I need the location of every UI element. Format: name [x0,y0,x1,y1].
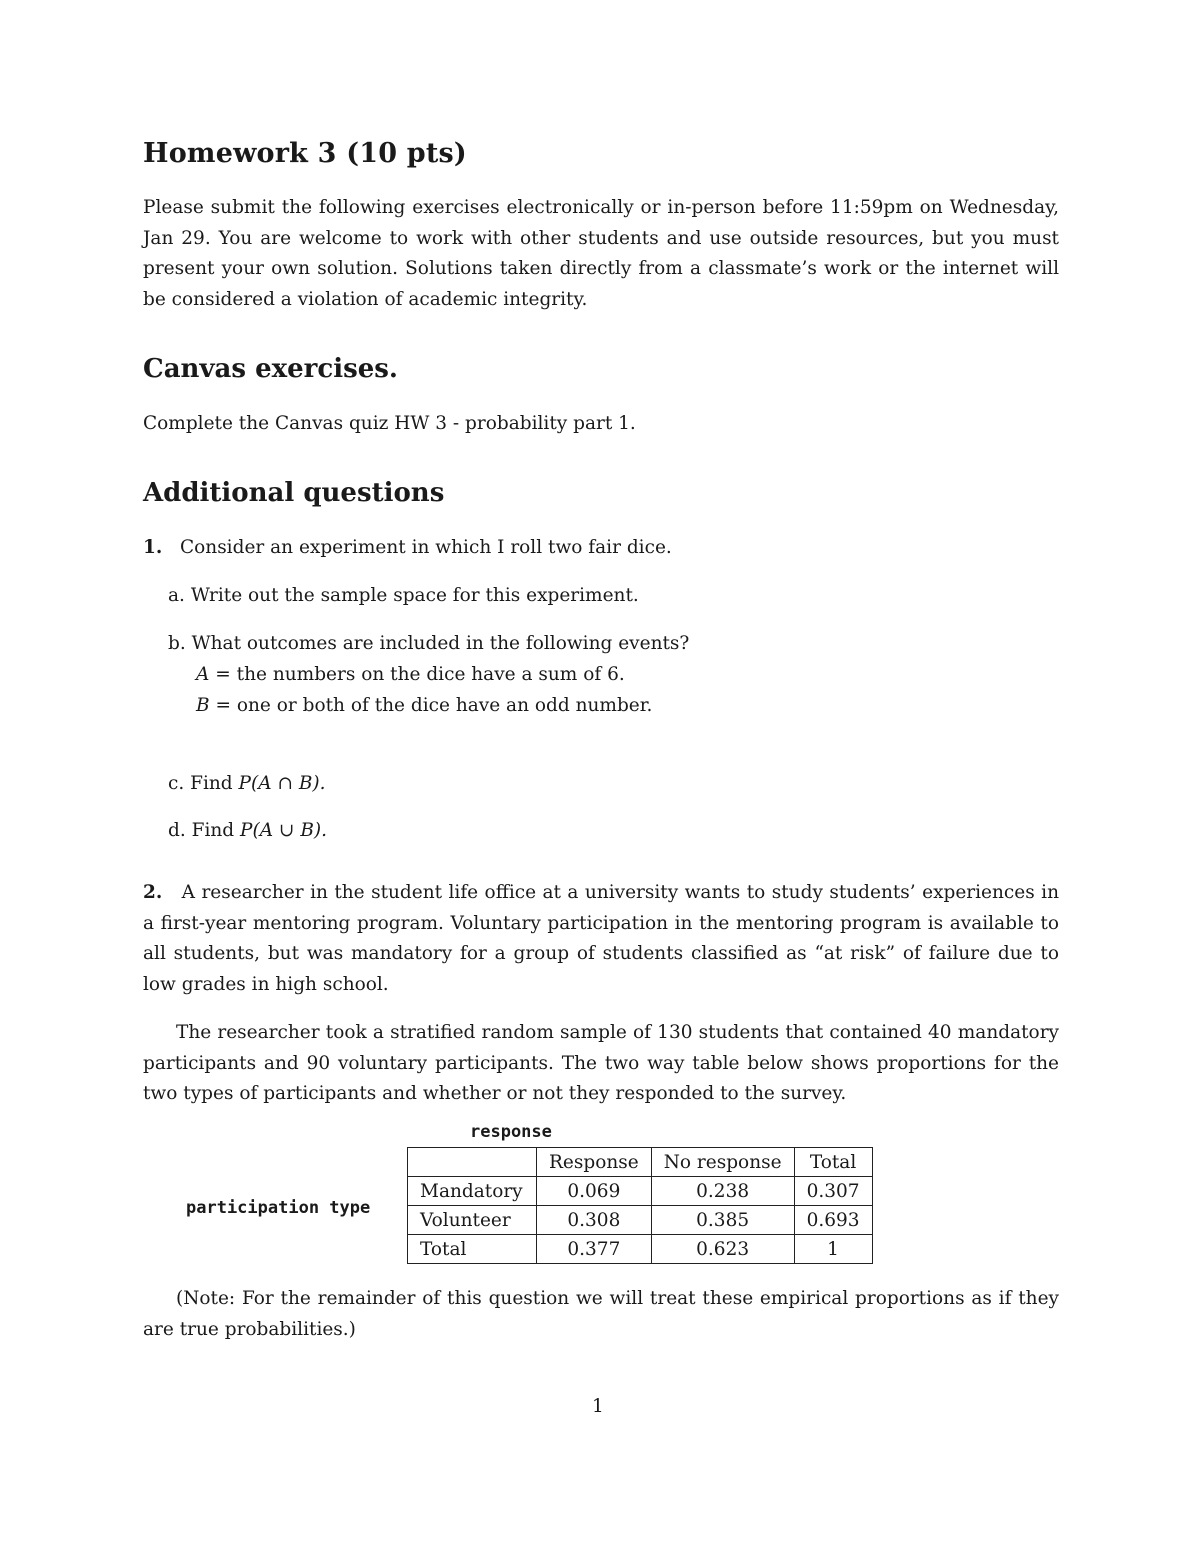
question-1-number: 1. [143,537,163,558]
question-2-note: (Note: For the remainder of this question we will treat these empirical proportions as if they are true probabilities.) [143,1288,1059,1340]
table-row [408,1206,873,1235]
question-1c-math: P(A ∩ B). [238,773,326,794]
question-1b-text: What outcomes are included in the following events? [191,633,690,654]
event-a-var: A [196,664,210,685]
intro-paragraph: Please submit the following exercises electronically or in-person before 11:59pm on Wednesday, Jan 29. You are welcome to work with other students and use outside resources, but you must present your own solution. Solutions taken directly from a classmate’s work or the internet will be considered a violation of academic integrity. [143,197,1059,310]
question-1-text: Consider an experiment in which I roll two fair dice. [179,537,672,558]
table-cell: 0.623 [651,1235,794,1264]
question-1d-label: d. [168,820,186,841]
table-row-label: Mandatory [408,1177,537,1206]
question-2-text: A researcher in the student life office at a university wants to study students’ experiences in a first-year mentoring program. Voluntary participation in the mentoring program is available to all students, but was mandatory for a group of students classified as “at risk” of failure due to low grades in high school. [143,882,1059,995]
table-cell: 0.385 [651,1206,794,1235]
table-cell: 1 [794,1235,872,1264]
table-header-row [408,1148,873,1177]
page-number: 1 [592,1396,604,1417]
question-1c [168,773,326,794]
canvas-text: Complete the Canvas quiz HW 3 - probability part 1. [143,413,636,434]
table-header: No response [651,1148,794,1177]
document-page [143,0,1059,1553]
table-header: Response [537,1148,652,1177]
question-1 [143,537,672,558]
table-cell [408,1148,537,1177]
question-1c-text: Find [190,773,233,794]
table-column-variable: response [470,1122,552,1142]
question-2-number: 2. [143,882,163,903]
event-b [196,695,652,716]
question-1b-label: b. [168,633,186,654]
page-title: Homework 3 (10 pts) [143,138,467,169]
event-a-text: = the numbers on the dice have a sum of 6. [215,664,625,685]
table-row-label: Total [408,1235,537,1264]
question-1d-math: P(A ∪ B). [240,820,328,841]
event-a [196,664,625,685]
table-row [408,1235,873,1264]
question-1d [168,820,327,841]
question-2-paragraph-2: The researcher took a stratified random sample of 130 students that contained 40 mandatory participants and 90 voluntary participants. The two way table below shows proportions for the two types of participants and whether or not they responded to the survey. [143,1022,1059,1104]
question-1a-label: a. [168,585,185,606]
question-1b [168,633,689,654]
table-cell: 0.069 [537,1177,652,1206]
two-way-table [407,1147,873,1264]
table-cell: 0.693 [794,1206,872,1235]
question-1c-label: c. [168,773,185,794]
event-b-var: B [196,695,210,716]
table-row-label: Volunteer [408,1206,537,1235]
table-row-variable: participation type [186,1198,371,1218]
question-1d-text: Find [191,820,235,841]
table-cell: 0.307 [794,1177,872,1206]
table-header: Total [794,1148,872,1177]
question-1a-text: Write out the sample space for this experiment. [190,585,639,606]
table-cell: 0.238 [651,1177,794,1206]
additional-heading: Additional questions [143,478,445,508]
question-2 [143,878,1059,1000]
question-1a [168,585,639,606]
event-b-text: = one or both of the dice have an odd number. [215,695,653,716]
canvas-heading: Canvas exercises. [143,354,398,384]
table-cell: 0.377 [537,1235,652,1264]
table-cell: 0.308 [537,1206,652,1235]
table-row [408,1177,873,1206]
